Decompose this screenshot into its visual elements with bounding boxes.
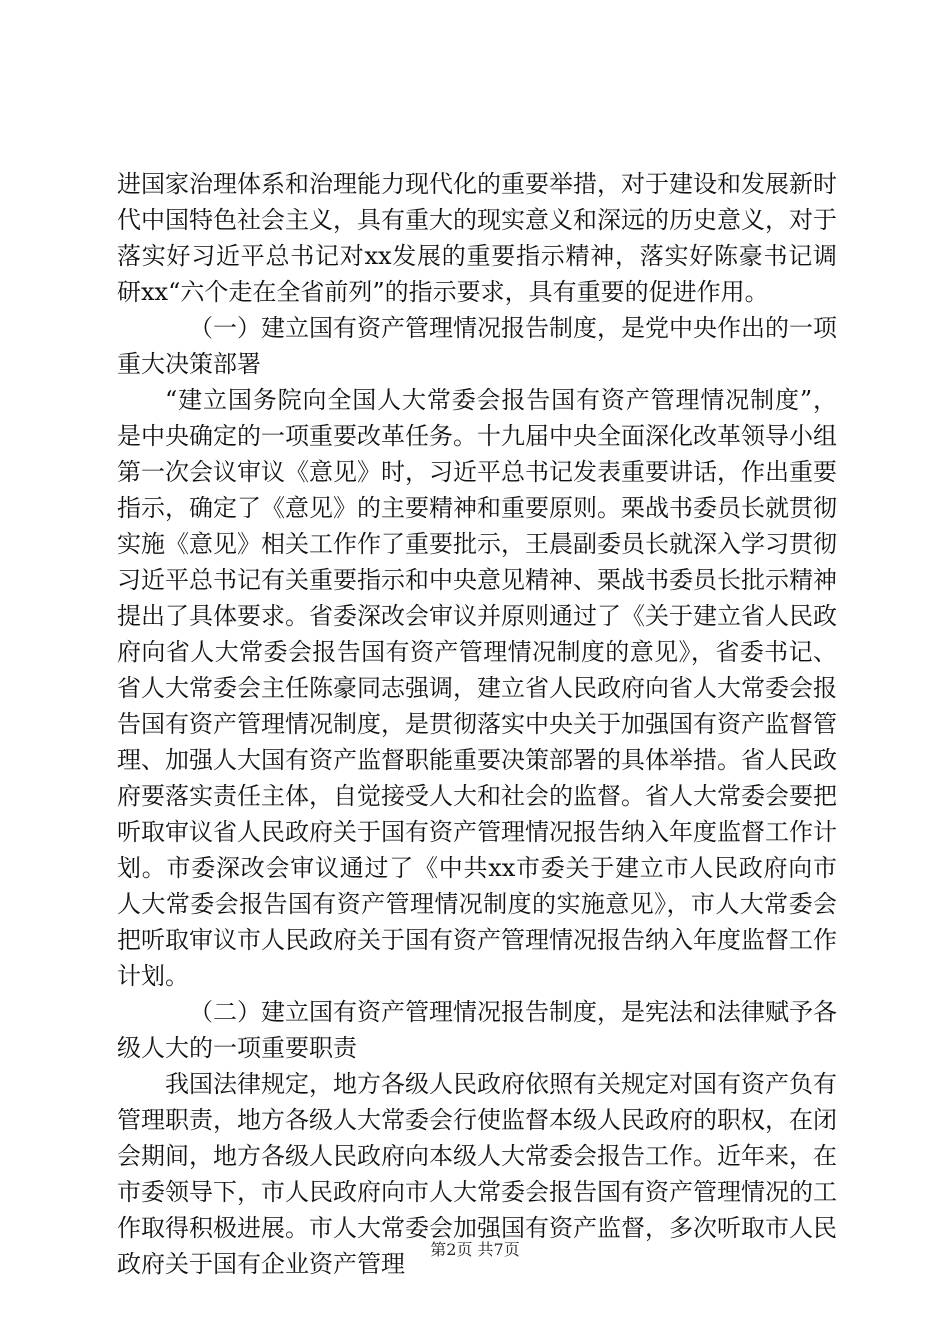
section-heading-one: （一）建立国有资产管理情况报告制度，是党中央作出的一项重大决策部署	[117, 314, 837, 378]
paragraph-section-two-body: 我国法律规定，地方各级人民政府依照有关规定对国有资产负有管理职责，地方各级人大常委会行使监督本级人民政府的职权，在闭会期间，地方各级人民政府向本级人大常委会报告工作。近年来，在市委领导下，市人民政府向市人大常委会报告国有资产管理情况的工作取得积极进展。市人大常委会加强国有资产监督，多次听取市人民政府关于国有企业资产管理	[117, 1070, 837, 1278]
paragraph-section-one-body: “建立国务院向全国人大常委会报告国有资产管理情况制度”，是中央确定的一项重要改革任务。十九届中央全面深化改革领导小组第一次会议审议《意见》时，习近平总书记发表重要讲话，作出重要指示，确定了《意见》的主要精神和重要原则。栗战书委员长就贯彻实施《意见》相关工作作了重要批示，王晨副委员长就深入学习贯彻习近平总书记有关重要指示和中央意见精神、栗战书委员长批示精神提出了具体要求。省委深改会审议并原则通过了《关于建立省人民政府向省人大常委会报告国有资产管理情况制度的意见》，省委书记、省人大常委会主任陈豪同志强调，建立省人民政府向省人大常委会报告国有资产管理情况制度，是贯彻落实中央关于加强国有资产监督管理、加强人大国有资产监督职能重要决策部署的具体举措。省人民政府要落实责任主体，自觉接受人大和社会的监督。省人大常委会要把听取审议省人民政府关于国有资产管理情况报告纳入年度监督工作计划。市委深改会审议通过了《中共xx市委关于建立市人民政府向市人大常委会报告国有资产管理情况制度的实施意见》，市人大常委会把听取审议市人民政府关于国有资产管理情况报告纳入年度监督工作计划。	[117, 386, 837, 990]
document-body	[117, 166, 837, 1282]
section-heading-two: （二）建立国有资产管理情况报告制度，是宪法和法律赋予各级人大的一项重要职责	[117, 998, 837, 1062]
paragraph-continuation: 进国家治理体系和治理能力现代化的重要举措，对于建设和发展新时代中国特色社会主义，具有重大的现实意义和深远的历史意义，对于落实好习近平总书记对xx发展的重要指示精神，落实好陈豪书记调研xx“六个走在全省前列”的指示要求，具有重要的促进作用。	[117, 170, 837, 306]
page-number-footer: 第2页 共7页	[430, 1240, 520, 1259]
